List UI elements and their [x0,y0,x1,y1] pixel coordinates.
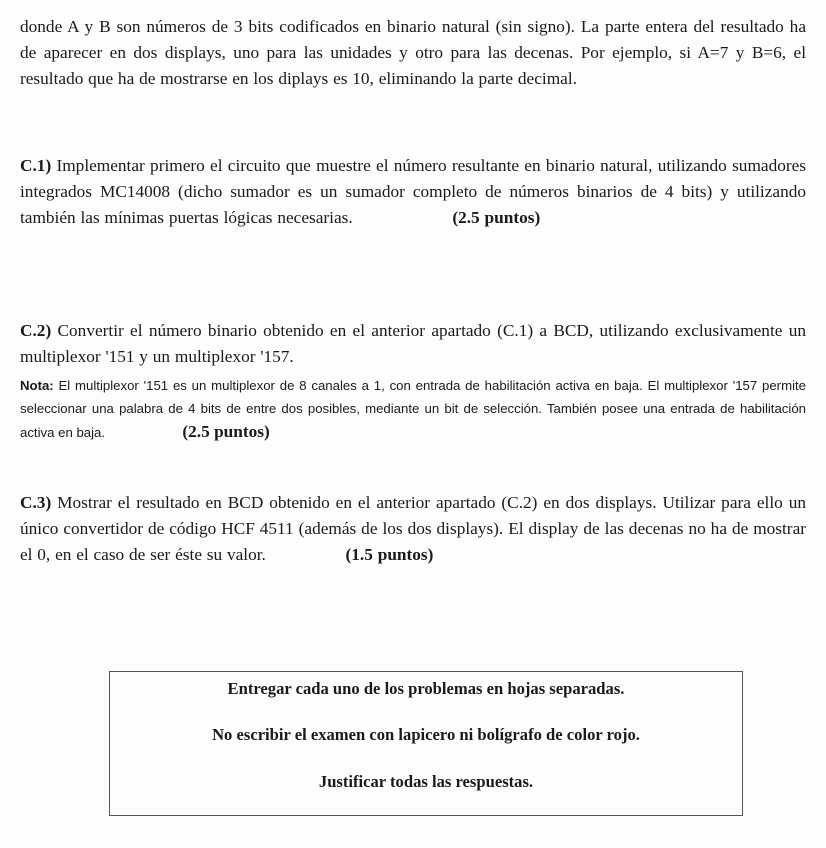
c2-note [20,374,806,444]
c1-text: Implementar primero el circuito que muestre el número resultante en binario natural, utilizando sumadores integrados MC14008 (dicho sumador es un sumador completo de números binarios de 4 bits) y utilizando también las mínimas puertas lógicas necesarias. [20,156,806,227]
section-c1 [20,153,806,231]
instructions-box [109,671,743,816]
c3-label: C.3) [20,493,52,512]
instruction-line-1: Entregar cada uno de los problemas en hojas separadas. [227,679,625,698]
c3-points: (1.5 puntos) [345,545,434,564]
c3-text: Mostrar el resultado en BCD obtenido en el anterior apartado (C.2) en dos displays. Utilizar para ello un único convertidor de código HCF 4511 (además de los dos displays). El display de las decenas no ha de mostrar el 0, en el caso de ser éste su valor. [20,493,806,564]
c2-label: C.2) [20,321,52,340]
c2-text: Convertir el número binario obtenido en el anterior apartado (C.1) a BCD, utilizando exclusivamente un multiplexor '151 y un multiplexor '157. [20,321,806,366]
instruction-line-2: No escribir el examen con lapicero ni bolígrafo de color rojo. [212,725,640,744]
instruction-line-3: Justificar todas las respuestas. [318,772,534,791]
section-c3 [20,490,806,568]
intro-text: donde A y B son números de 3 bits codificados en binario natural (sin signo). La parte entera del resultado ha de aparecer en dos displays, uno para las unidades y otro para las decenas. Por ejemplo, si A=7 y B=6, el resultado que ha de mostrarse en los diplays es 10, eliminando la parte decimal. [20,17,806,88]
c1-label: C.1) [20,156,52,175]
c1-points: (2.5 puntos) [452,208,541,227]
intro-paragraph [20,14,806,92]
c2-note-label: Nota: [20,378,54,393]
c2-note-text: El multiplexor '151 es un multiplexor de 8 canales a 1, con entrada de habilitación activa en baja. El multiplexor '157 permite seleccionar una palabra de 4 bits de entre dos posibles, mediante un bit de selección. También posee una entrada de habilitación activa en baja. [20,378,806,440]
c2-points: (2.5 puntos) [182,422,270,441]
section-c2 [20,318,806,370]
